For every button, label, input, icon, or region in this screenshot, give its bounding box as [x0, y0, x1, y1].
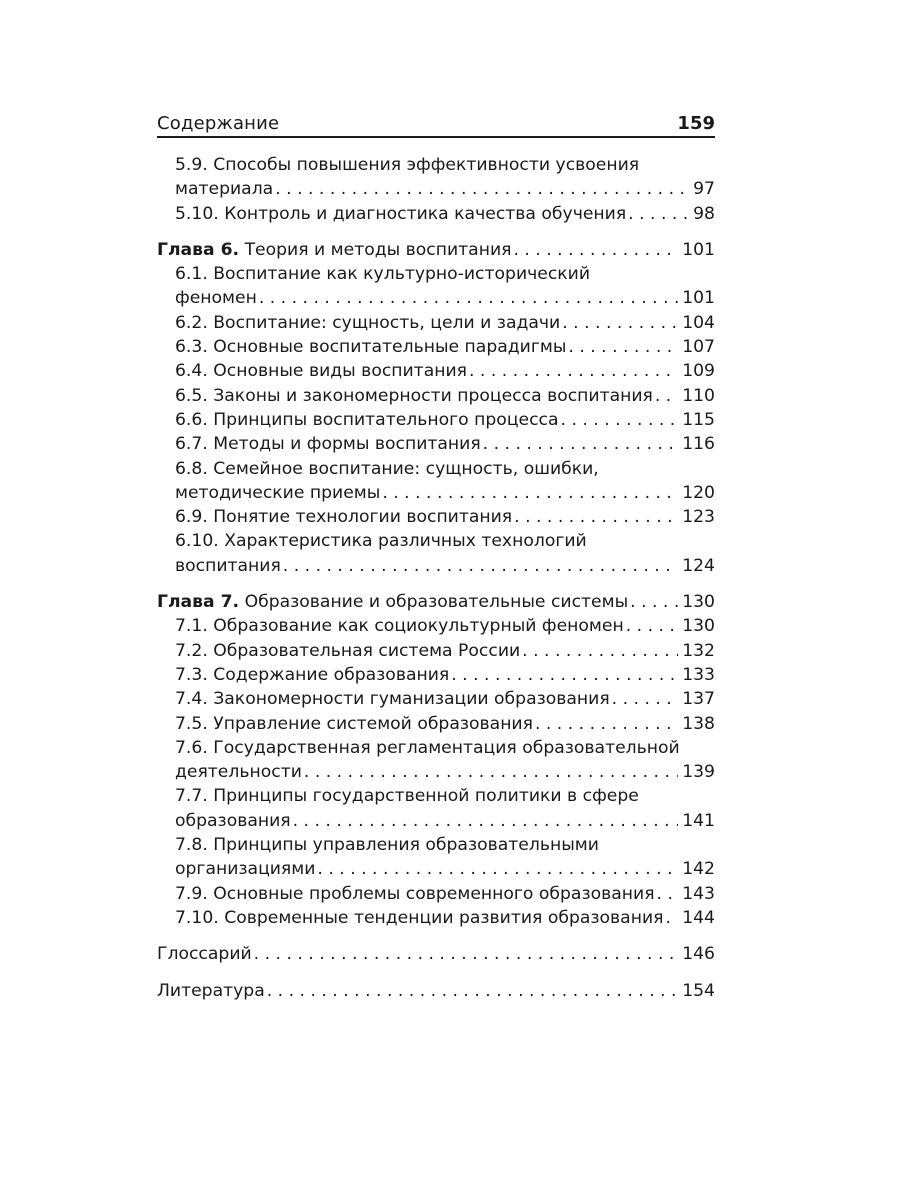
toc-entry-text: 6.4. Основные виды воспитания: [175, 361, 467, 382]
toc-entry-text: методические приемы: [175, 482, 381, 503]
toc-entry-text: 7.3. Содержание образования: [175, 664, 450, 685]
toc-entry-text: 6.6. Принципы воспитательного процесса: [175, 409, 559, 430]
chapter-title: Образование и образовательные системы: [244, 592, 629, 613]
toc-page-number: 143: [682, 883, 715, 904]
dot-leader: [513, 238, 678, 262]
dot-leader: [657, 882, 679, 906]
toc-page-number: 109: [682, 361, 715, 382]
toc-page-number: 141: [682, 810, 715, 831]
toc-group-literature: [157, 979, 715, 1003]
toc-entry-text: 7.6. Государственная регламентация образовательной: [175, 737, 680, 758]
toc-entry-7-4[interactable]: [157, 687, 715, 711]
toc-page-number: 120: [682, 482, 715, 503]
dot-leader: [612, 687, 679, 711]
toc-entry-7-1[interactable]: [157, 614, 715, 638]
toc-entry-7-10[interactable]: [157, 906, 715, 930]
toc-page-number: 115: [682, 409, 715, 430]
toc-entry-text: 7.4. Закономерности гуманизации образования: [175, 689, 610, 710]
toc-entry-text: феномен: [175, 288, 257, 309]
toc-page-number: 116: [682, 434, 715, 455]
toc-entry-text: воспитания: [175, 555, 281, 576]
toc-entry-text: 6.9. Понятие технологии воспитания: [175, 507, 513, 528]
toc-entry-text: 7.1. Образование как социокультурный феномен: [175, 616, 624, 637]
toc-group-ch5: [157, 153, 715, 226]
dot-leader: [304, 760, 678, 784]
header-rule: [157, 136, 715, 138]
table-of-contents: [157, 153, 715, 1015]
toc-entry-text: 6.7. Методы и формы воспитания: [175, 434, 481, 455]
toc-chapter-6[interactable]: [157, 238, 715, 262]
dot-leader: [568, 335, 678, 359]
dot-leader: [535, 712, 678, 736]
toc-page-number: 138: [682, 713, 715, 734]
toc-page-number: 132: [682, 640, 715, 661]
toc-page-number: 137: [682, 689, 715, 710]
dot-leader: [561, 408, 679, 432]
dot-leader: [522, 639, 678, 663]
toc-entry-6-1[interactable]: [157, 262, 715, 311]
chapter-title: Теория и методы воспитания: [244, 239, 512, 260]
toc-entry-text: 7.5. Управление системой образования: [175, 713, 533, 734]
toc-entry-5-9[interactable]: [157, 153, 715, 202]
toc-entry-text: 6.3. Основные воспитательные парадигмы: [175, 337, 567, 358]
toc-page-number: 123: [682, 507, 715, 528]
toc-entry-7-2[interactable]: [157, 639, 715, 663]
dot-leader: [283, 554, 678, 578]
dot-leader: [317, 857, 678, 881]
dot-leader: [382, 481, 678, 505]
dot-leader: [254, 942, 679, 966]
dot-leader: [267, 979, 678, 1003]
toc-entry-6-4[interactable]: [157, 359, 715, 383]
toc-page-number: 104: [682, 312, 715, 333]
toc-page-number: 101: [682, 288, 715, 309]
toc-entry-7-5[interactable]: [157, 712, 715, 736]
toc-entry-7-9[interactable]: [157, 882, 715, 906]
toc-entry-text: 7.10. Современные тенденции развития образования: [175, 907, 664, 928]
toc-page-number: 146: [682, 944, 715, 965]
toc-entry-text: организациями: [175, 859, 316, 880]
toc-entry-6-3[interactable]: [157, 335, 715, 359]
toc-page-number: 97: [693, 179, 715, 200]
toc-entry-text: материала: [175, 179, 274, 200]
toc-group-ch7: [157, 590, 715, 930]
toc-page-number: 139: [682, 762, 715, 783]
toc-page-number: 110: [682, 385, 715, 406]
toc-entry-6-5[interactable]: [157, 384, 715, 408]
dot-leader: [275, 177, 689, 201]
toc-entry-literature[interactable]: [157, 979, 715, 1003]
toc-entry-text: 6.5. Законы и закономерности процесса воспитания: [175, 385, 653, 406]
dot-leader: [469, 359, 678, 383]
toc-entry-6-8[interactable]: [157, 457, 715, 506]
toc-page-number: 144: [682, 907, 715, 928]
toc-page-number: 98: [693, 203, 715, 224]
toc-entry-text: 6.10. Характеристика различных технологий: [175, 531, 587, 552]
dot-leader: [655, 384, 678, 408]
toc-entry-6-7[interactable]: [157, 432, 715, 456]
toc-entry-6-2[interactable]: [157, 311, 715, 335]
toc-group-ch6: [157, 238, 715, 578]
toc-entry-text: 6.2. Воспитание: сущность, цели и задачи: [175, 312, 561, 333]
chapter-label: Глава 7.: [157, 592, 240, 613]
toc-entry-text: 5.10. Контроль и диагностика качества обучения: [175, 203, 627, 224]
toc-entry-7-7[interactable]: [157, 784, 715, 833]
dot-leader: [293, 809, 679, 833]
toc-page-number: 133: [682, 664, 715, 685]
dot-leader: [626, 614, 678, 638]
dot-leader: [259, 286, 678, 310]
dot-leader: [630, 590, 678, 614]
toc-page-number: 101: [682, 239, 715, 260]
toc-entry-text: деятельности: [175, 762, 302, 783]
toc-entry-text: 7.2. Образовательная система России: [175, 640, 521, 661]
dot-leader: [451, 663, 678, 687]
dot-leader: [483, 432, 679, 456]
running-header-title: Содержание: [157, 113, 280, 134]
page-number: 159: [677, 113, 715, 134]
toc-entry-text: 7.8. Принципы управления образовательными: [175, 835, 599, 856]
running-header: [157, 105, 715, 135]
toc-entry-5-10[interactable]: [157, 202, 715, 226]
dot-leader: [514, 505, 678, 529]
toc-page-number: 130: [682, 616, 715, 637]
toc-page-number: 154: [682, 980, 715, 1001]
toc-entry-7-6[interactable]: [157, 736, 715, 785]
toc-entry-6-10[interactable]: [157, 529, 715, 578]
toc-group-glossary: [157, 942, 715, 966]
toc-entry-text: образования: [175, 810, 291, 831]
chapter-label: Глава 6.: [157, 239, 240, 260]
toc-entry-6-9[interactable]: [157, 505, 715, 529]
toc-entry-text: Глоссарий: [157, 944, 252, 965]
toc-entry-text: Литература: [157, 980, 265, 1001]
toc-page-number: 130: [682, 592, 715, 613]
toc-entry-text: 6.1. Воспитание как культурно-исторический: [175, 264, 591, 285]
dot-leader: [562, 311, 678, 335]
dot-leader: [665, 906, 678, 930]
toc-entry-text: 7.9. Основные проблемы современного образования: [175, 883, 655, 904]
toc-entry-glossary[interactable]: [157, 942, 715, 966]
toc-page-number: 124: [682, 555, 715, 576]
toc-chapter-7[interactable]: [157, 590, 715, 614]
toc-entry-text: 6.8. Семейное воспитание: сущность, ошибки,: [175, 458, 599, 479]
dot-leader: [628, 202, 689, 226]
toc-entry-6-6[interactable]: [157, 408, 715, 432]
toc-entry-7-3[interactable]: [157, 663, 715, 687]
toc-page-number: 107: [682, 337, 715, 358]
toc-entry-text: 5.9. Способы повышения эффективности усвоения: [175, 155, 640, 175]
toc-entry-text: 7.7. Принципы государственной политики в сфере: [175, 786, 639, 807]
toc-page-number: 142: [682, 859, 715, 880]
toc-entry-7-8[interactable]: [157, 833, 715, 882]
